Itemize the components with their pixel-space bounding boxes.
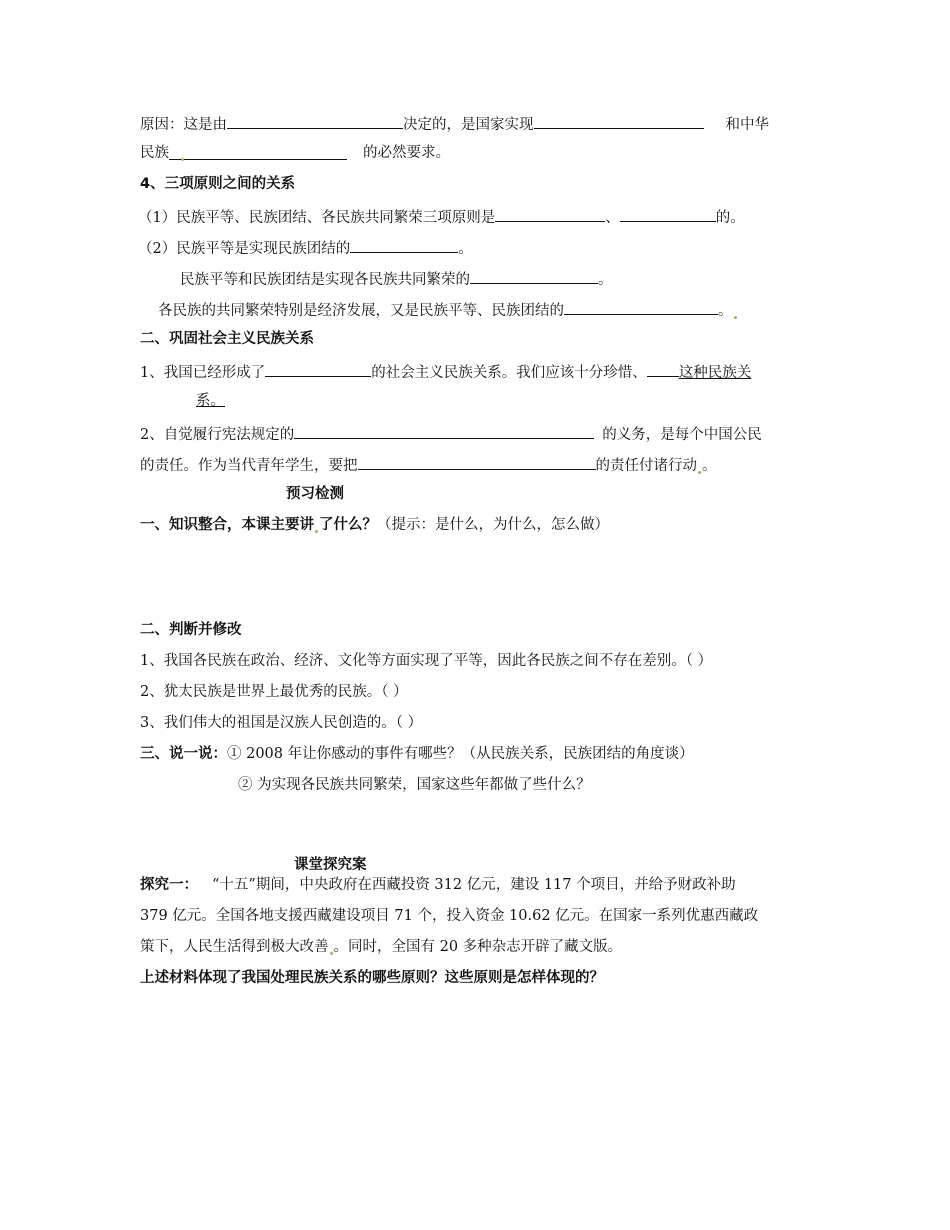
question-line-1	[140, 360, 751, 383]
text: 决定的，是国家实现	[403, 117, 534, 133]
underlined-text: 系。	[196, 393, 225, 409]
explore-question: 上述材料体现了我国处理民族关系的哪些原则？这些原则是怎样体现的？	[140, 970, 604, 986]
question-line-2	[140, 422, 762, 445]
text: 各民族的共同繁荣特别是经济发展，又是民族平等、民族团结的	[158, 303, 564, 319]
answer-blank[interactable]	[294, 422, 594, 439]
text: 2、自觉履行宪法规定的	[140, 427, 295, 443]
text: 三、说一说：	[140, 746, 227, 762]
principle-line-3	[180, 267, 613, 290]
text: 的。	[715, 210, 745, 226]
section-heading: 二、判断并修改	[140, 622, 242, 638]
explore-line-2: 379 亿元。全国各地支援西藏建设项目 71 个，投入资金 10.62 亿元。在国家一系列优惠西藏政	[140, 908, 759, 924]
discuss-line-1	[140, 744, 694, 764]
text: 。	[598, 272, 613, 288]
text: 民族	[140, 145, 169, 161]
explore-line-1	[140, 875, 736, 895]
text: （2）民族平等是实现民族团结的	[138, 241, 351, 257]
text: （1）民族平等、民族团结、各民族共同繁荣三项原则是	[138, 210, 496, 226]
answer-blank[interactable]	[564, 298, 718, 315]
judge-item-2: 2、犹太民族是世界上最优秀的民族。（ ）	[140, 684, 408, 700]
answer-blank[interactable]	[534, 112, 704, 129]
underlined-text: 这种民族关	[678, 365, 752, 381]
section-heading: 二、巩固社会主义民族关系	[140, 331, 314, 347]
text: 了什么？	[319, 517, 377, 533]
principle-line-4	[158, 298, 738, 321]
section-title-class: 课堂探究案	[294, 857, 367, 873]
text: 的社会主义民族关系。我们应该十分珍惜、	[371, 365, 647, 381]
principle-line-2	[138, 236, 473, 259]
text: “十五”期间，中央政府在西藏投资 312 亿元，建设 117 个项目，并给予财政补助	[212, 877, 736, 893]
text: 的必然要求。	[363, 145, 450, 161]
principle-line-1	[138, 205, 745, 228]
text: 一、知识整合，本课主要讲	[140, 517, 314, 533]
discuss-line-2: ② 为实现各民族共同繁荣，国家这些年都做了些什么？	[238, 777, 591, 793]
question-line-3	[140, 453, 717, 476]
knowledge-line	[140, 515, 609, 535]
text: 的责任。作为当代青年学生，要把	[140, 458, 358, 474]
text: 、	[605, 210, 620, 226]
text: 民族平等和民族团结是实现各民族共同繁荣的	[180, 272, 470, 288]
text: ① 2008 年让你感动的事件有哪些？（从民族关系，民族团结的角度谈）	[227, 746, 694, 762]
answer-blank[interactable]	[350, 236, 458, 253]
text: 策下，人民生活得到极大改善	[140, 939, 329, 955]
text: 。同时，全国有 20 多种杂志开辟了藏文版。	[333, 939, 623, 955]
explore-line-3	[140, 937, 622, 957]
reason-line	[140, 112, 769, 135]
text: 的责任付诸行动	[595, 458, 697, 474]
answer-blank[interactable]	[265, 360, 371, 377]
judge-item-3: 3、我们伟大的祖国是汉族人民创造的。（ ）	[140, 715, 423, 731]
text: 探究一：	[140, 877, 198, 893]
text: （提示：是什么，为什么，怎么做）	[377, 517, 609, 533]
answer-blank[interactable]	[169, 143, 347, 160]
answer-blank[interactable]	[620, 205, 716, 222]
reason-line-2	[140, 143, 450, 163]
answer-blank[interactable]	[358, 453, 596, 470]
text: 。	[702, 458, 717, 474]
answer-blank[interactable]	[495, 205, 605, 222]
text: 1、我国已经形成了	[140, 365, 266, 381]
answer-blank[interactable]	[470, 267, 598, 284]
answer-blank[interactable]	[227, 112, 403, 129]
text: 的义务，是每个中国公民	[602, 427, 762, 443]
text: 原因：这是由	[140, 117, 227, 133]
text: 。	[718, 303, 733, 319]
judge-item-1: 1、我国各民族在政治、经济、文化等方面实现了平等，因此各民族之间不存在差别。（ ）	[140, 653, 713, 669]
section-heading: 4、三项原则之间的关系	[140, 176, 296, 192]
text: 。	[458, 241, 473, 257]
answer-blank[interactable]	[647, 360, 679, 377]
section-title-preview: 预习检测	[286, 486, 344, 502]
text: 和中华	[725, 117, 769, 133]
